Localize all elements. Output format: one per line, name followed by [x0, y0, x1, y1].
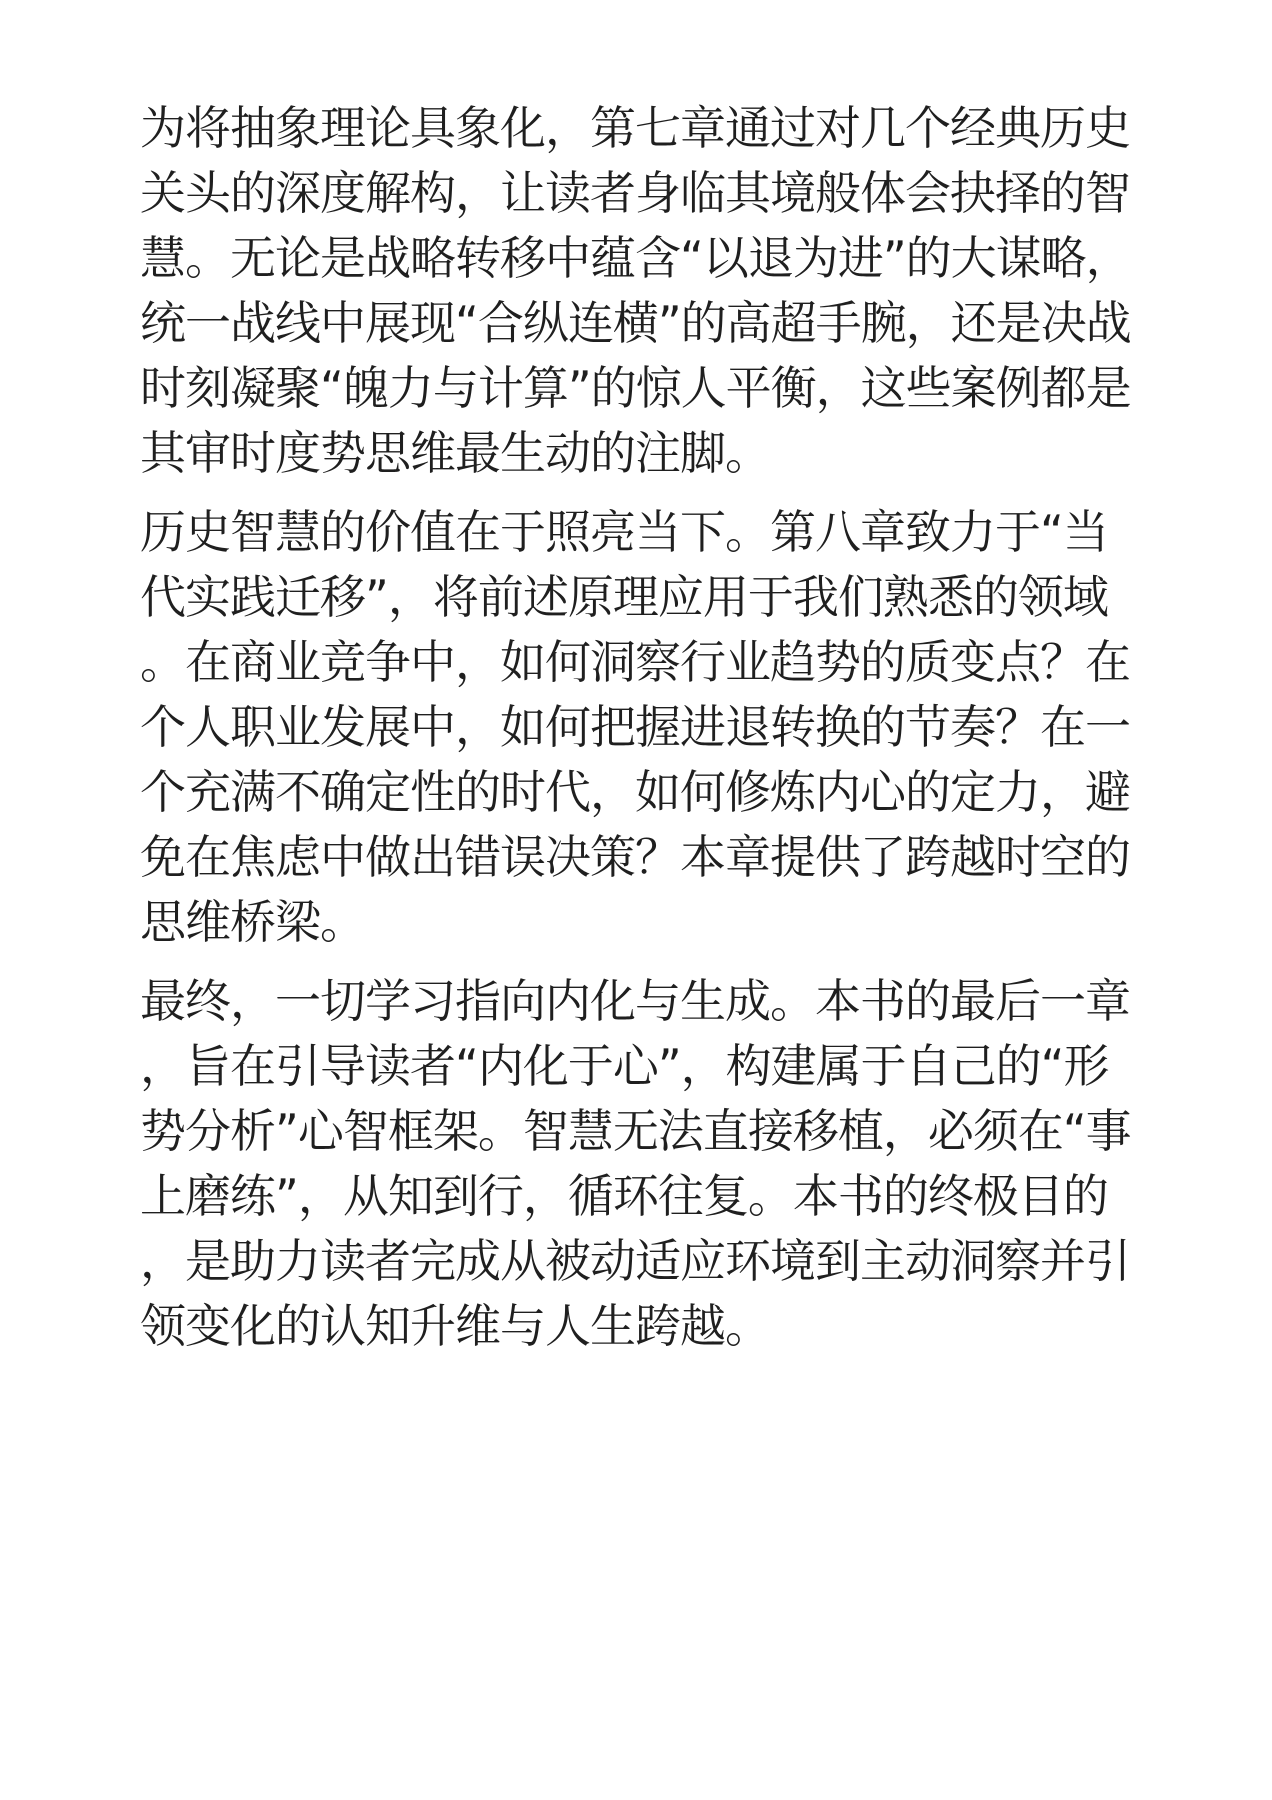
paragraph-chapter-seven: 为将抽象理论具象化，第七章通过对几个经典历史关头的深度解构，让读者身临其境般体会抉择的智慧。无论是战略转移中蕴含“以退为进”的大谋略，统一战线中展现“合纵连横”的高超手腕，还是决战时刻凝聚“魄力与计算”的惊人平衡，这些案例都是其审时度势思维最生动的注脚。: [140, 101, 1131, 480]
paragraph-final-chapter: 最终，一切学习指向内化与生成。本书的最后一章，旨在引导读者“内化于心”，构建属于自己的“形势分析”心智框架。智慧无法直接移植，必须在“事上磨练”，从知到行，循环往复。本书的终极目的，是助力读者完成从被动适应环境到主动洞察并引领变化的认知升维与人生跨越。: [140, 974, 1131, 1353]
document-body: [140, 96, 1140, 1373]
paragraph-chapter-eight: 历史智慧的价值在于照亮当下。第八章致力于“当代实践迁移”，将前述原理应用于我们熟悉的领域。在商业竞争中，如何洞察行业趋势的质变点？在个人职业发展中，如何把握进退转换的节奏？在一个充满不确定性的时代，如何修炼内心的定力，避免在焦虑中做出错误决策？本章提供了跨越时空的思维桥梁。: [140, 505, 1130, 949]
